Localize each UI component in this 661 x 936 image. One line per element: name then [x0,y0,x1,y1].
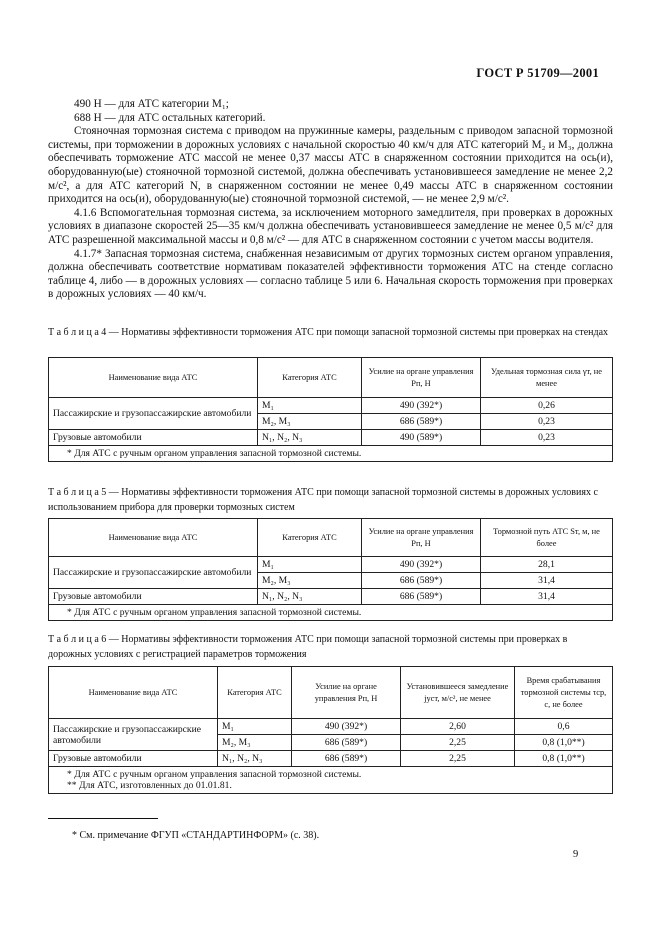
table6-note: * Для АТС с ручным органом управления запасной тормозной системы. [67,769,362,780]
table-cell: Грузовые автомобили [49,589,258,605]
table-cell: 490 (589*) [362,430,481,446]
table6-header: Установившееся замедление jуст, м/с², не менее [401,667,515,719]
table5-header: Тормозной путь АТС Sт, м, не более [481,519,613,557]
table-cell: Пассажирские и грузопассажирские автомобили [49,557,258,589]
table4-header: Наименование вида АТС [49,358,258,398]
table-cell: 686 (589*) [292,751,401,767]
table5-header: Усилие на органе управления Pп, Н [362,519,481,557]
table-cell: 686 (589*) [362,573,481,589]
table6-caption: Т а б л и ц а 6 — Нормативы эффективности торможения АТС при помощи запасной тормозной системы при проверках в дорожных условиях с регистрацией параметров торможения [48,634,568,660]
body-text [48,98,613,302]
table-cell: 0,23 [481,430,613,446]
paragraph: 4.1.6 Вспомогательная тормозная система, за исключением моторного замедлителя, при проверках в дорожных условиях в диапазоне скоростей 25—35 км/ч должна обеспечивать установившееся замедление не менее 0,5 м/с² для АТС разрешенной максимальной массы и 0,8 м/с² — для АТС в снаряженном состоянии с учетом массы водителя. [48,206,613,246]
table-cell: M₁ [258,398,362,414]
table5-header: Наименование вида АТС [49,519,258,557]
table-cell: 0,6 [515,719,613,735]
table-cell: 0,8 (1,0**) [515,735,613,751]
table-cell: 490 (392*) [292,719,401,735]
paragraph: 4.1.7* Запасная тормозная система, снабженная независимым от других тормозных систем органом управления, должна обеспечивать соответствие нормативам показателей эффективности торможения АТС на стенде согласно таблице 4, либо — в дорожных условиях — согласно таблице 5 или 6. Начальная скорость торможения при проверках в дорожных условиях — 40 км/ч. [48,247,613,301]
table-cell: M₂, M₃ [218,735,292,751]
table6-header: Время срабатывания тормозной системы τср, с, не более [515,667,613,719]
table-cell: 31,4 [481,573,613,589]
table-cell: Грузовые автомобили [49,751,218,767]
table4-header: Категория АТС [258,358,362,398]
table-cell: 490 (392*) [362,557,481,573]
table-cell: M₂, M₃ [258,414,362,430]
table6-header: Категория АТС [218,667,292,719]
table6-note: ** Для АТС, изготовленных до 01.01.81. [67,780,232,791]
table-cell: N₁, N₂, N₃ [258,589,362,605]
table-cell: 0,26 [481,398,613,414]
page-number: 9 [573,849,579,860]
table4-note: * Для АТС с ручным органом управления запасной тормозной системы. [49,446,613,462]
table5-note: * Для АТС с ручным органом управления запасной тормозной системы. [49,605,613,621]
table-cell: 490 (392*) [362,398,481,414]
table5 [48,518,613,621]
table-cell: M₁ [218,719,292,735]
paragraph: 490 Н — для АТС категории M₁; [74,98,229,110]
paragraph: Стояночная тормозная система с приводом на пружинные камеры, раздельным с приводом запасной тормозной системы, при торможении в дорожных условиях с начальной скоростью 40 км/ч для АТС категорий M₂ и M₃, должна обеспечивать торможение АТС массой не менее 0,37 массы АТС в снаряженном состоянии приходится на ось(и), оборудованную(ые) стояночной тормозной системой, должна обеспечивать установившееся замедление не менее 2,2 м/с², а для АТС категорий N, в снаряженном состоянии не менее 0,49 массы АТС в снаряженном состоянии приходится на ось(и), оборудованную(ые) стояночной тормозной системой, — не менее 2,9 м/с². [48,125,613,206]
document-header: ГОСТ Р 51709—2001 [476,66,599,80]
table6-header: Наименование вида АТС [49,667,218,719]
table-cell: 686 (589*) [292,735,401,751]
table-cell: 28,1 [481,557,613,573]
paragraph: 688 Н — для АТС остальных категорий. [74,111,266,124]
table-cell: M₁ [258,557,362,573]
table-cell: 2,60 [401,719,515,735]
table-cell: Грузовые автомобили [49,430,258,446]
table-cell: M₂, M₃ [258,573,362,589]
table-cell: 0,23 [481,414,613,430]
table-cell: N₁, N₂, N₃ [258,430,362,446]
table-cell: 2,25 [401,735,515,751]
footnote-divider [48,818,158,819]
table-cell: 31,4 [481,589,613,605]
table4-header: Удельная тормозная сила γт, не менее [481,358,613,398]
table4 [48,357,613,462]
table6-header: Усилие на органе управления Pп, Н [292,667,401,719]
footnote: * См. примечание ФГУП «СТАНДАРТИНФОРМ» (с. 38). [72,830,320,841]
table-cell: 0,8 (1,0**) [515,751,613,767]
table-cell: 686 (589*) [362,414,481,430]
table-cell: N₁, N₂, N₃ [218,751,292,767]
table-cell: Пассажирские и грузопассажирские автомобили [49,398,258,430]
table6 [48,666,613,794]
table-cell: Пассажирские и грузопассажирские автомобили [49,719,218,751]
table5-caption: Т а б л и ц а 5 — Нормативы эффективности торможения АТС при помощи запасной тормозной системы в дорожных условиях с использованием прибора для проверки тормозных систем [48,487,598,513]
table-cell: 686 (589*) [362,589,481,605]
table6-notes [49,767,613,794]
table4-header: Усилие на органе управления Pп, Н [362,358,481,398]
table4-caption: Т а б л и ц а 4 — Нормативы эффективности торможения АТС при помощи запасной тормозной системы при проверках на стендах [48,327,609,338]
table5-header: Категория АТС [258,519,362,557]
table-cell: 2,25 [401,751,515,767]
